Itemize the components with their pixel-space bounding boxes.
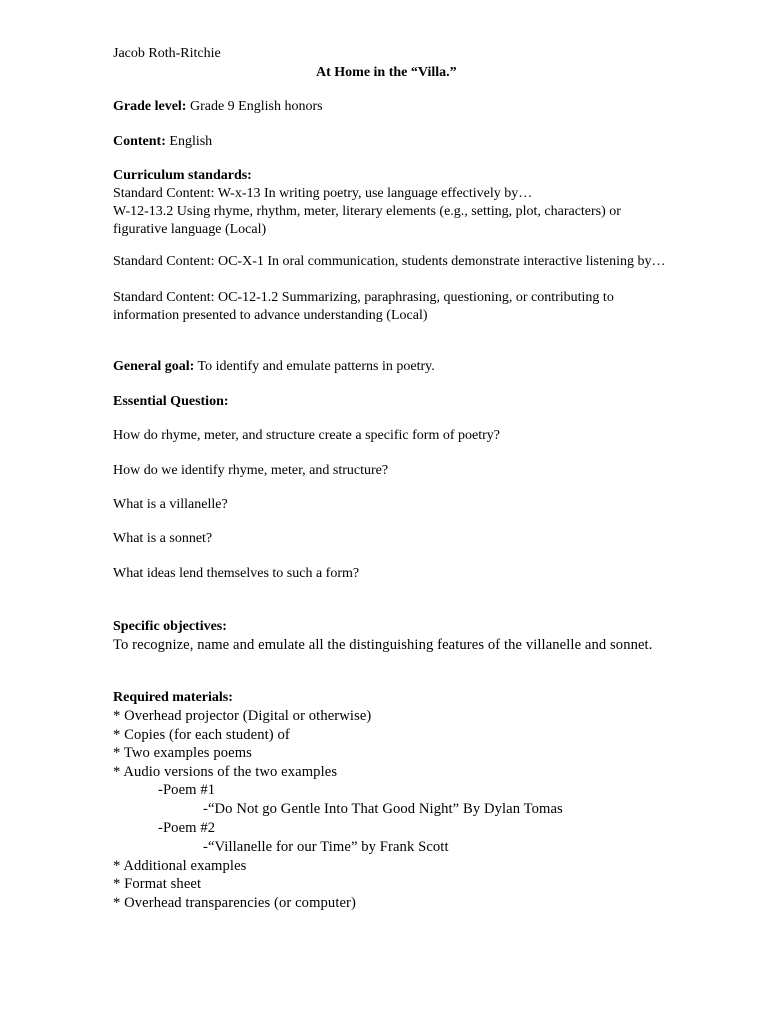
general-goal [113,358,435,376]
author-name: Jacob Roth-Ritchie [113,46,221,61]
essential-question: How do we identify rhyme, meter, and structure? [113,463,389,478]
material-item: * Overhead transparencies (or computer) [113,895,356,911]
essential-question: How do rhyme, meter, and structure create a specific form of poetry? [113,428,500,443]
standard-line-4: Standard Content: OC-12-1.2 Summarizing, paraphrasing, questioning, or contributing to information presented to advance understanding (Local) [113,290,614,323]
material-subitem: -Poem #2 [158,820,216,836]
objectives-text: To recognize, name and emulate all the distinguishing features of the villanelle and sonnet. [113,637,653,653]
essential-question-heading: Essential Question: [113,394,229,409]
material-item: * Audio versions of the two examples [113,764,338,780]
standard-line-2: W-12-13.2 Using rhyme, rhythm, meter, literary elements (e.g., setting, plot, characters) or figurative language (Local) [113,204,621,237]
content-line [113,133,212,151]
grade-level [113,98,323,116]
content-label: Content: [113,134,166,149]
standard-line-1: Standard Content: W-x-13 In writing poetry, use language effectively by… [113,186,533,201]
general-goal-value: To identify and emulate patterns in poetry. [197,359,435,374]
document-title: At Home in the “Villa.” [316,65,457,80]
standard-line-3: Standard Content: OC-X-1 In oral communication, students demonstrate interactive listening by… [113,254,666,269]
material-subitem: -“Do Not go Gentle Into That Good Night” By Dylan Tomas [203,801,563,817]
material-item: * Overhead projector (Digital or otherwise) [113,708,372,724]
material-item: * Format sheet [113,876,202,892]
standards-heading: Curriculum standards: [113,168,252,183]
general-goal-label: General goal: [113,359,195,374]
material-item: * Additional examples [113,858,247,874]
material-subitem: -Poem #1 [158,782,216,798]
essential-question: What is a sonnet? [113,531,213,546]
essential-question: What is a villanelle? [113,497,228,512]
objectives-heading: Specific objectives: [113,619,227,634]
content-value: English [169,134,213,149]
materials-heading: Required materials: [113,690,233,705]
material-item: * Two examples poems [113,745,252,761]
material-subitem: -“Villanelle for our Time” by Frank Scott [203,839,449,855]
material-item: * Copies (for each student) of [113,727,290,743]
essential-question: What ideas lend themselves to such a form? [113,566,360,581]
grade-level-label: Grade level: [113,99,187,114]
grade-level-value: Grade 9 English honors [189,99,323,114]
